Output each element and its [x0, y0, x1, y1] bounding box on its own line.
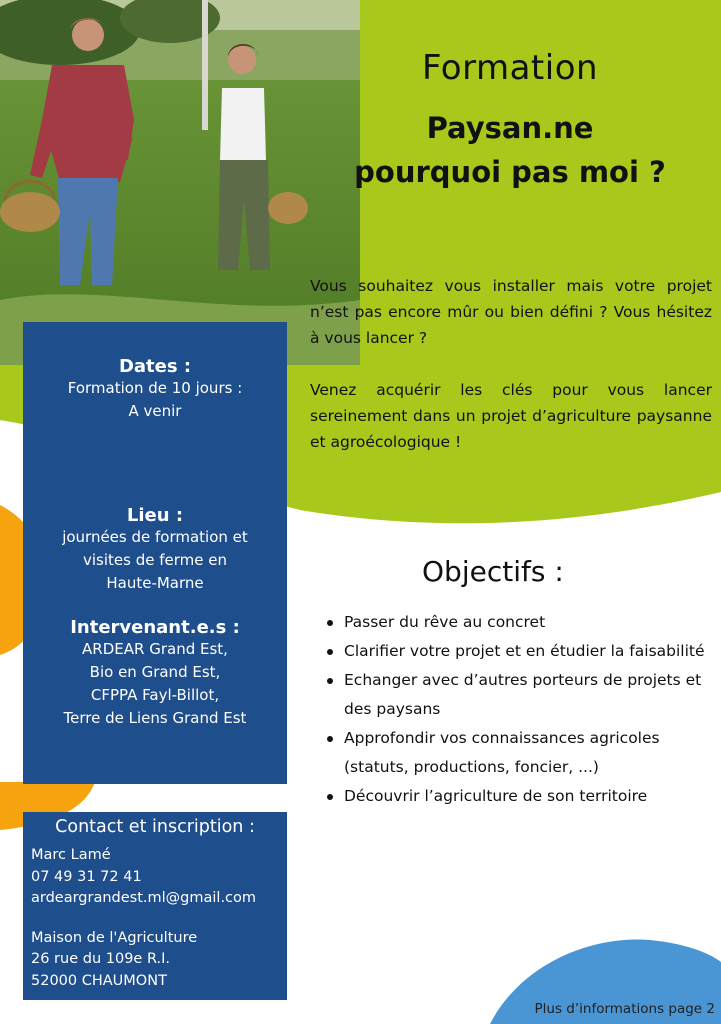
subtitle-line-2: pourquoi pas moi ? [354, 155, 666, 189]
dates-line-1: Formation de 10 jours : [67, 379, 243, 397]
objectifs-list [323, 608, 708, 811]
address-line-2: 26 rue du 109e R.I. [31, 951, 171, 967]
subtitle [300, 106, 720, 194]
contact-details [23, 845, 287, 992]
list-item: Echanger avec d’autres porteurs de projets et des paysans [323, 666, 708, 724]
intervenant-item: CFPPA Fayl-Billot, [90, 686, 220, 704]
address-line-1: Maison de l'Agriculture [31, 929, 198, 946]
intro-text [310, 273, 712, 455]
more-info-footer: Plus d’informations page 2 [534, 1001, 715, 1017]
formation-heading: Formation [421, 48, 599, 88]
intervenant-item: Bio en Grand Est, [89, 663, 221, 681]
list-item: Découvrir l’agriculture de son territoire [323, 782, 708, 811]
lieu-line-2: visites de ferme en [83, 551, 227, 569]
contact-title: Contact et inscription : [55, 817, 255, 837]
contact-box [23, 812, 287, 1000]
intro-paragraph-2: Venez acquérir les clés pour vous lancer sereinement dans un projet d’agriculture paysanne et agroécologique ! [310, 381, 712, 451]
contact-name: Marc Lamé [31, 847, 111, 863]
dates-line-2: A venir [128, 402, 182, 420]
list-item: Clarifier votre projet et en étudier la faisabilité [323, 637, 708, 666]
intervenant-item: ARDEAR Grand Est, [82, 640, 228, 658]
contact-email[interactable]: ardeargrandest.ml@gmail.com [31, 890, 257, 906]
dates-title: Dates : [118, 356, 192, 377]
info-box [23, 322, 287, 784]
title-block [300, 48, 720, 194]
lieu-title: Lieu : [126, 505, 184, 526]
objectifs-title: Objectifs : [422, 555, 564, 588]
intro-paragraph-1: Vous souhaitez vous installer mais votre projet n’est pas encore mûr ou bien défini ? Vous hésitez à vous lancer ? [310, 277, 712, 347]
intervenant-item: Terre de Liens Grand Est [63, 709, 247, 727]
list-item: Approfondir vos connaissances agricoles (statuts, productions, foncier, ...) [323, 724, 708, 782]
subtitle-line-1: Paysan.ne [426, 111, 594, 145]
list-item: Passer du rêve au concret [323, 608, 708, 637]
lieu-line-1: journées de formation et [62, 528, 248, 546]
contact-phone[interactable]: 07 49 31 72 41 [31, 868, 142, 885]
lieu-line-3: Haute-Marne [106, 574, 204, 592]
intervenants-title: Intervenant.e.s : [70, 617, 240, 638]
address-line-3: 52000 CHAUMONT [31, 972, 167, 989]
